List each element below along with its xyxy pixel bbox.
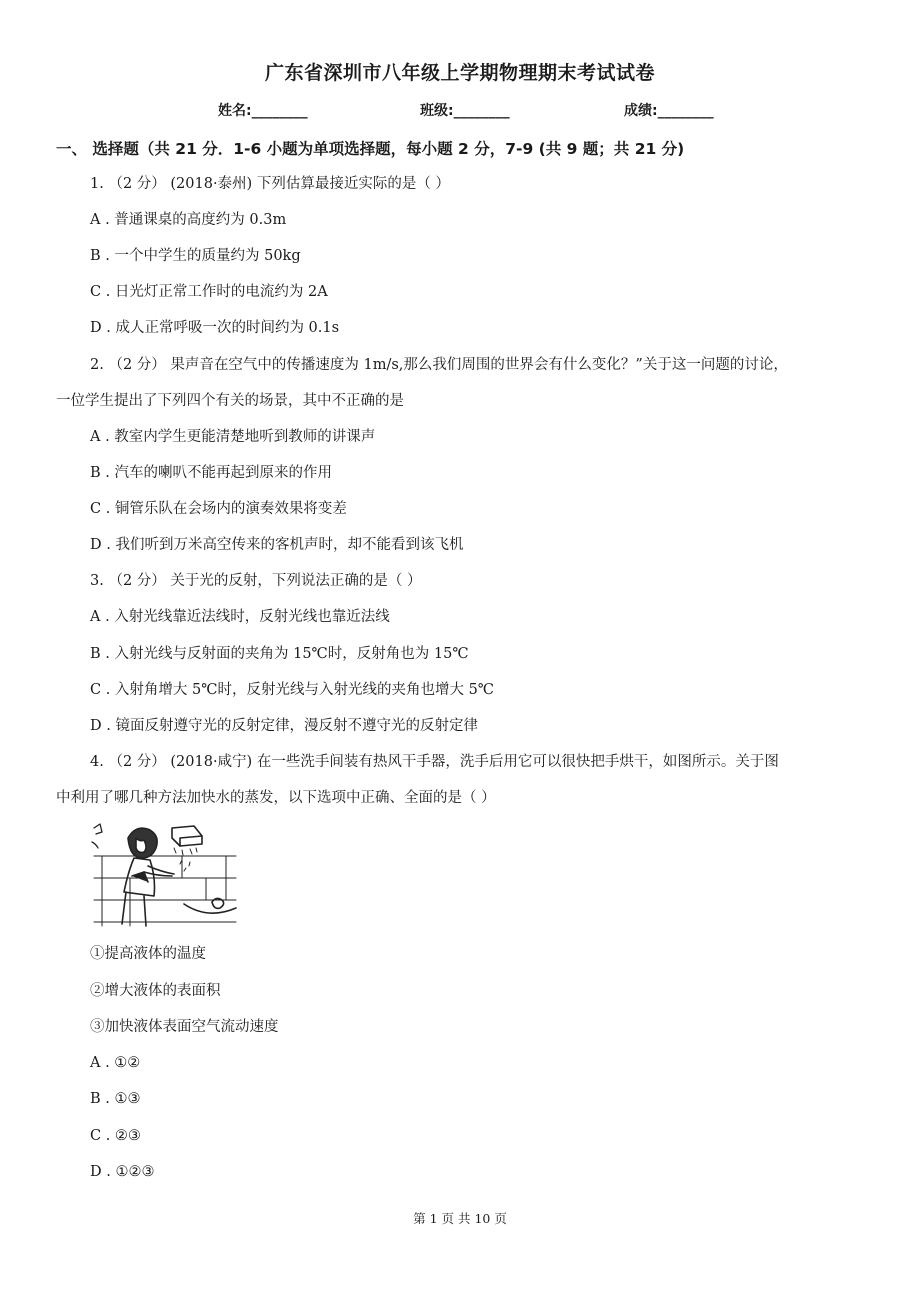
question-3-option-a: A . 入射光线靠近法线时，反射光线也靠近法线: [90, 609, 390, 625]
section-title: 一、 选择题（共 21 分．1-6 小题为单项选择题，每小题 2 分，7-9 (共 9 题；共 21 分): [56, 140, 685, 158]
question-4-option-c: C . ②③: [90, 1128, 141, 1144]
question-4-statement-3: ③加快液体表面空气流动速度: [90, 1019, 279, 1035]
question-3-option-b: B . 入射光线与反射面的夹角为 15℃时，反射角也为 15℃: [90, 646, 469, 662]
question-1-option-c: C . 日光灯正常工作时的电流约为 2A: [90, 284, 328, 300]
question-3-option-d: D . 镜面反射遵守光的反射定律，漫反射不遵守光的反射定律: [90, 718, 478, 734]
question-1-option-b: B . 一个中学生的质量约为 50kg: [90, 248, 301, 264]
question-4-stem-continued: 中利用了哪几种方法加快水的蒸发，以下选项中正确、全面的是（ ）: [56, 790, 496, 806]
question-4-option-b: B . ①③: [90, 1091, 141, 1107]
name-field: 姓名:________: [218, 103, 308, 119]
question-1-stem: 1. （2 分） (2018·泰州) 下列估算最接近实际的是（ ）: [90, 176, 450, 192]
question-4-statement-1: ①提高液体的温度: [90, 946, 206, 962]
question-2-option-c: C . 铜管乐队在会场内的演奏效果将变差: [90, 501, 347, 517]
question-2-option-a: A . 教室内学生更能清楚地听到教师的讲课声: [90, 429, 376, 445]
question-1-option-a: A . 普通课桌的高度约为 0.3m: [90, 212, 287, 228]
question-3-option-c: C . 入射角增大 5℃时，反射光线与入射光线的夹角也增大 5℃: [90, 682, 495, 698]
question-2-stem: 2. （2 分） 果声音在空气中的传播速度为 1m/s,那么我们周围的世界会有什么变化？”关于这一问题的讨论，: [90, 357, 788, 373]
question-4-statement-2: ②增大液体的表面积: [90, 983, 221, 999]
question-4-stem: 4. （2 分） (2018·咸宁) 在一些洗手间装有热风干手器，洗手后用它可以很快把手烘干，如图所示。关于图: [90, 754, 779, 770]
question-2-stem-continued: 一位学生提出了下列四个有关的场景，其中不正确的是: [56, 393, 404, 409]
question-2-option-d: D . 我们听到万米高空传来的客机声时，却不能看到该飞机: [90, 537, 464, 553]
question-1-option-d: D . 成人正常呼吸一次的时间约为 0.1s: [90, 320, 340, 336]
exam-title: 广东省深圳市八年级上学期物理期末考试试卷: [264, 62, 655, 84]
question-4-option-d: D . ①②③: [90, 1164, 155, 1180]
question-4-option-a: A . ①②: [90, 1055, 141, 1071]
hand-dryer-illustration: [86, 816, 244, 928]
question-2-option-b: B . 汽车的喇叭不能再起到原来的作用: [90, 465, 332, 481]
question-3-stem: 3. （2 分） 关于光的反射，下列说法正确的是（ ）: [90, 573, 422, 589]
page-footer: 第 1 页 共 10 页: [413, 1211, 507, 1226]
score-field: 成绩:________: [624, 103, 714, 119]
class-field: 班级:________: [420, 103, 510, 119]
